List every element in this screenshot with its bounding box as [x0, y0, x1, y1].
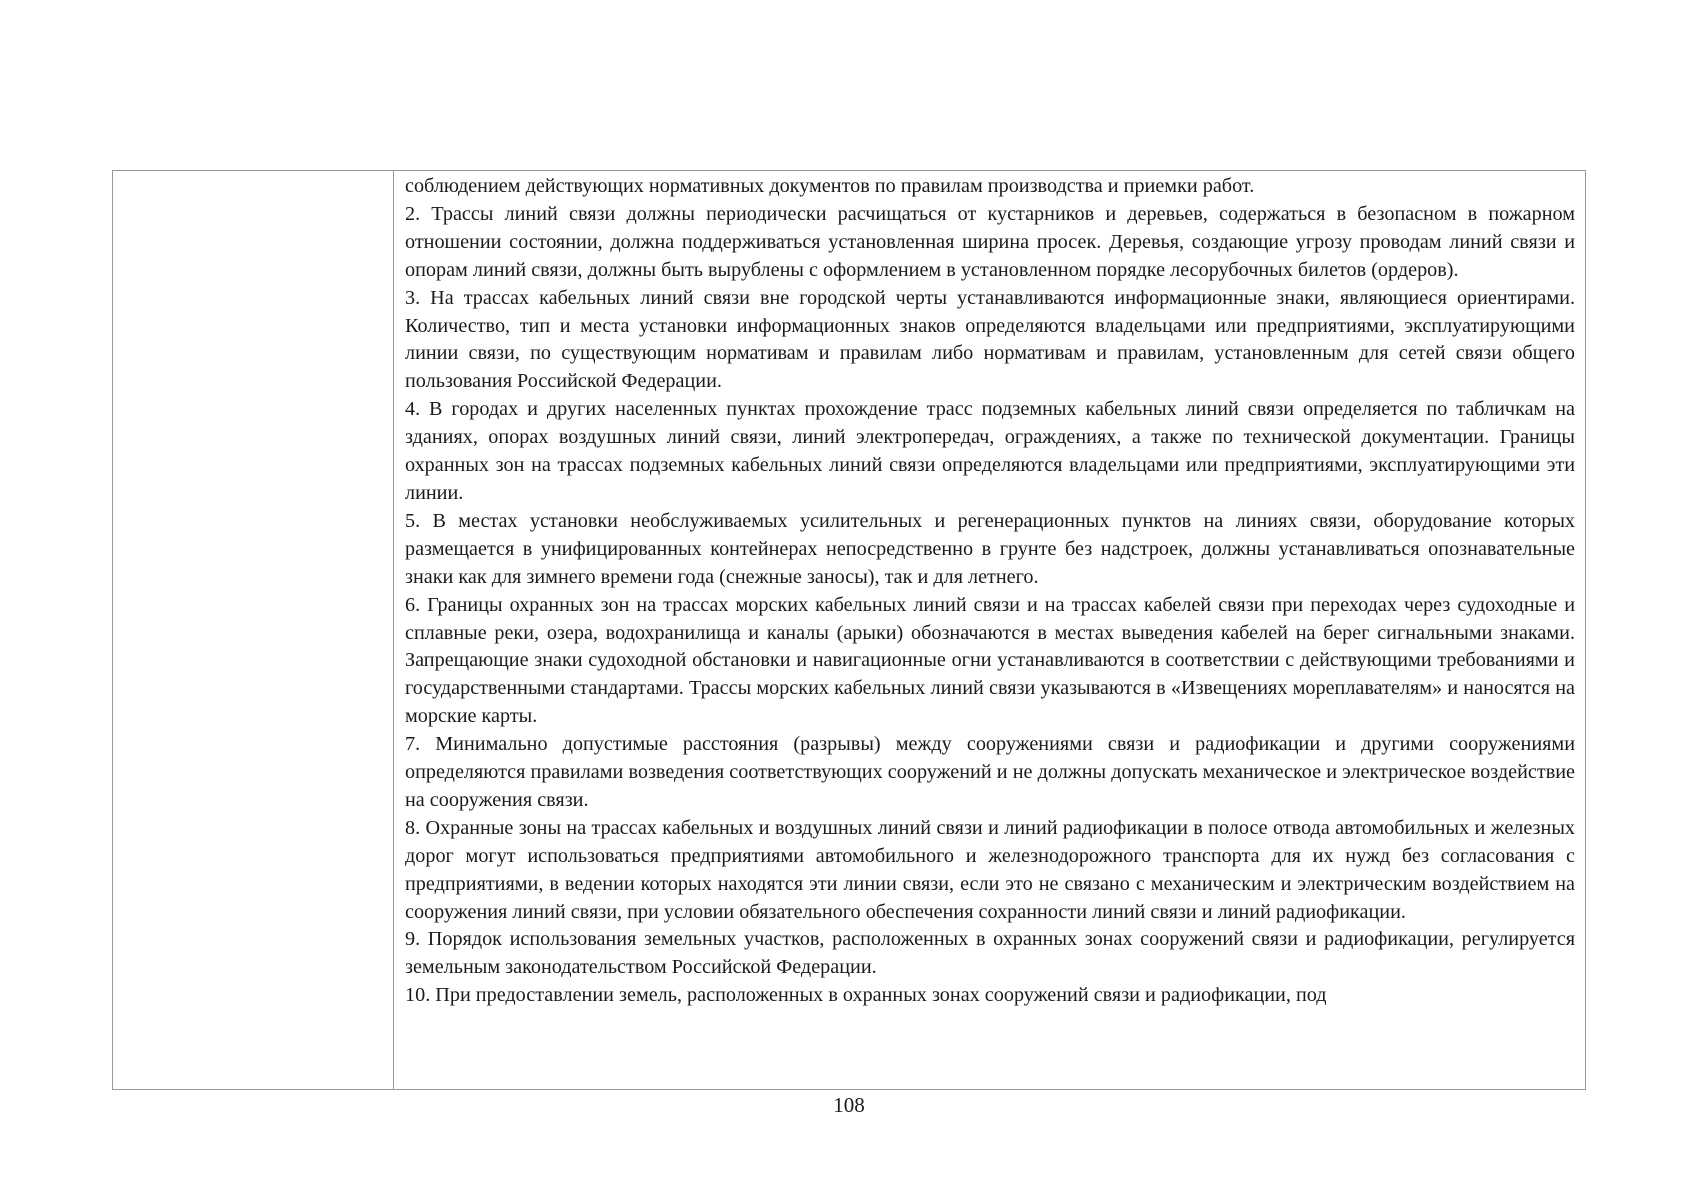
paragraph-10: 10. При предоставлении земель, расположенных в охранных зонах сооружений связи и радиофикации, под — [405, 984, 1327, 1007]
paragraph-5: 5. В местах установки необслуживаемых усилительных и регенерационных пунктов на линиях связи, оборудование которых размещается в унифицированных контейнерах непосредственно в грунте без надстроек, должны устанавливаться опознавательные знаки как для зимнего времени года (снежные заносы), так и для летнего. — [405, 509, 1575, 588]
document-table — [112, 170, 1586, 1090]
paragraph-4: 4. В городах и других населенных пунктах прохождение трасс подземных кабельных линий связи определяется по табличкам на зданиях, опорах воздушных линий связи, линий электропередач, ограждениях, а также по технической документации. Границы охранных зон на трассах подземных кабельных линий связи определяются владельцами или предприятиями, эксплуатирующими эти линии. — [405, 398, 1575, 504]
page-number: 108 — [833, 1093, 865, 1117]
table-cell-right — [394, 171, 1585, 1089]
paragraph-continuation: соблюдением действующих нормативных документов по правилам производства и приемки работ. — [405, 175, 1255, 197]
paragraph-3: 3. На трассах кабельных линий связи вне городской черты устанавливаются информационные знаки, являющиеся ориентирами. Количество, тип и места установки информационных знаков определяются владельцами или предприятиями, эксплуатирующими линии связи, по существующим нормативам и правилам либо нормативам и правилам, установленным для сетей связи общего пользования Российской Федерации. — [405, 286, 1575, 393]
paragraph-8: 8. Охранные зоны на трассах кабельных и воздушных линий связи и линий радиофикации в полосе отвода автомобильных и железных дорог могут использоваться предприятиями автомобильного и железнодорожного транспорта для их нужд без согласования с предприятиями, в ведении которых находятся эти линии связи, если это не связано с механическим и электрическим воздействием на сооружения линий связи, при условии обязательного обеспечения сохранности линий связи и линий радиофикации. — [405, 816, 1575, 923]
paragraph-6: 6. Границы охранных зон на трассах морских кабельных линий связи и на трассах кабелей связи при переходах через судоходные и сплавные реки, озера, водохранилища и каналы (арыки) обозначаются в местах выведения кабелей на берег сигнальными знаками. Запрещающие знаки судоходной обстановки и навигационные огни устанавливаются в соответствии с действующими требованиями и государственными стандартами. Трассы морских кабельных линий связи указываются в «Извещениях мореплавателям» и наносятся на морские карты. — [405, 593, 1575, 728]
paragraph-9: 9. Порядок использования земельных участков, расположенных в охранных зонах сооружений связи и радиофикации, регулируется земельным законодательством Российской Федерации. — [405, 928, 1575, 979]
table-cell-left — [113, 171, 394, 1089]
paragraph-7: 7. Минимально допустимые расстояния (разрывы) между сооружениями связи и радиофикации и другими сооружениями определяются правилами возведения соответствующих сооружений и не должны допускать механическое и электрическое воздействие на сооружения связи. — [405, 733, 1575, 811]
paragraph-2: 2. Трассы линий связи должны периодически расчищаться от кустарников и деревьев, содержаться в безопасном в пожарном отношении состоянии, должна поддерживаться установленная ширина просек. Деревья, создающие угрозу проводам линий связи и опорам линий связи, должны быть вырублены с оформлением в установленном порядке лесорубочных билетов (ордеров). — [405, 202, 1575, 281]
